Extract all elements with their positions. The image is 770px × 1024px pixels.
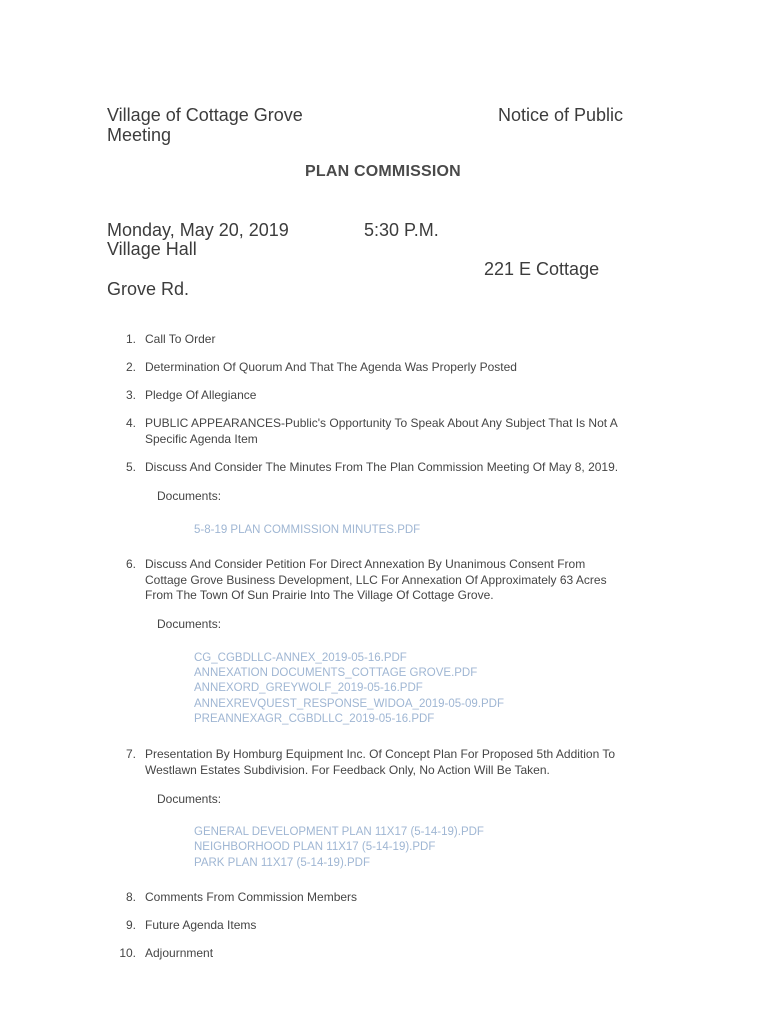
agenda-item-public-appearances — [145, 416, 645, 447]
agenda-number: 6. — [125, 557, 136, 571]
documents-label: Documents: — [157, 617, 222, 631]
org-name: Village of Cottage Grove — [107, 105, 303, 125]
meeting-date: Monday, May 20, 2019 — [107, 220, 289, 240]
org-name-line2: Meeting — [107, 125, 172, 145]
agenda-number: 8. — [125, 890, 136, 904]
document-link[interactable]: ANNEXREVQUEST_RESPONSE_WIDOA_2019-05-09.PDF — [194, 698, 504, 710]
agenda-item-comments: Comments From Commission Members — [145, 890, 358, 904]
document-link[interactable]: GENERAL DEVELOPMENT PLAN 11X17 (5-14-19).PDF — [194, 826, 484, 838]
meeting-time: 5:30 P.M. — [364, 220, 439, 240]
documents-label: Documents: — [157, 489, 222, 503]
agenda-number: 7. — [125, 747, 136, 761]
agenda-item-pledge: Pledge Of Allegiance — [145, 388, 257, 402]
meeting-address-cont: Grove Rd. — [107, 279, 190, 299]
agenda-item-line: Cottage Grove Business Development, LLC For Annexation Of Approximately 63 Acres — [145, 572, 607, 587]
agenda-number: 9. — [125, 918, 136, 932]
document-link[interactable]: PREANNEXAGR_CGBDLLC_2019-05-16.PDF — [194, 713, 435, 725]
agenda-item-line: Presentation By Homburg Equipment Inc. Of Concept Plan For Proposed 5th Addition To — [145, 747, 616, 761]
document-link[interactable]: ANNEXATION DOCUMENTS_COTTAGE GROVE.PDF — [194, 667, 478, 679]
agenda-number: 10. — [119, 946, 136, 960]
agenda-item-annexation — [145, 557, 645, 604]
agenda-number: 5. — [125, 460, 136, 474]
notice-label: Notice of Public — [498, 105, 624, 125]
agenda-item-line: Discuss And Consider Petition For Direct Annexation By Unanimous Consent From — [145, 557, 586, 571]
meeting-address: 221 E Cottage — [484, 259, 600, 279]
meeting-location: Village Hall — [107, 239, 197, 259]
agenda-item-line: Westlawn Estates Subdivision. For Feedback Only, No Action Will Be Taken. — [145, 762, 550, 777]
agenda-item-adjournment: Adjournment — [145, 946, 214, 960]
agenda-item-future: Future Agenda Items — [145, 918, 257, 932]
agenda-number: 3. — [125, 388, 136, 402]
agenda-number: 2. — [125, 360, 136, 374]
agenda-item-concept-plan — [145, 747, 645, 778]
document-link[interactable]: PARK PLAN 11X17 (5-14-19).PDF — [194, 857, 370, 869]
agenda-number: 4. — [125, 416, 136, 430]
document-link[interactable]: NEIGHBORHOOD PLAN 11X17 (5-14-19).PDF — [194, 841, 436, 853]
document-link[interactable]: CG_CGBDLLC-ANNEX_2019-05-16.PDF — [194, 652, 407, 664]
agenda-item-line: From The Town Of Sun Prairie Into The Village Of Cottage Grove. — [145, 588, 494, 602]
agenda-item-minutes: Discuss And Consider The Minutes From The Plan Commission Meeting Of May 8, 2019. — [145, 460, 619, 474]
documents-label: Documents: — [157, 792, 222, 806]
document-link[interactable]: ANNEXORD_GREYWOLF_2019-05-16.PDF — [194, 682, 423, 694]
page-title: PLAN COMMISSION — [305, 163, 461, 180]
agenda-item-line: Specific Agenda Item — [145, 431, 258, 446]
agenda-item-line: PUBLIC APPEARANCES-Public's Opportunity To Speak About Any Subject That Is Not A — [145, 416, 618, 430]
agenda-number: 1. — [125, 332, 136, 346]
agenda-item-call-to-order: Call To Order — [145, 332, 216, 346]
agenda-item-quorum: Determination Of Quorum And That The Agenda Was Properly Posted — [145, 360, 517, 374]
document-link[interactable]: 5-8-19 PLAN COMMISSION MINUTES.PDF — [194, 524, 421, 536]
